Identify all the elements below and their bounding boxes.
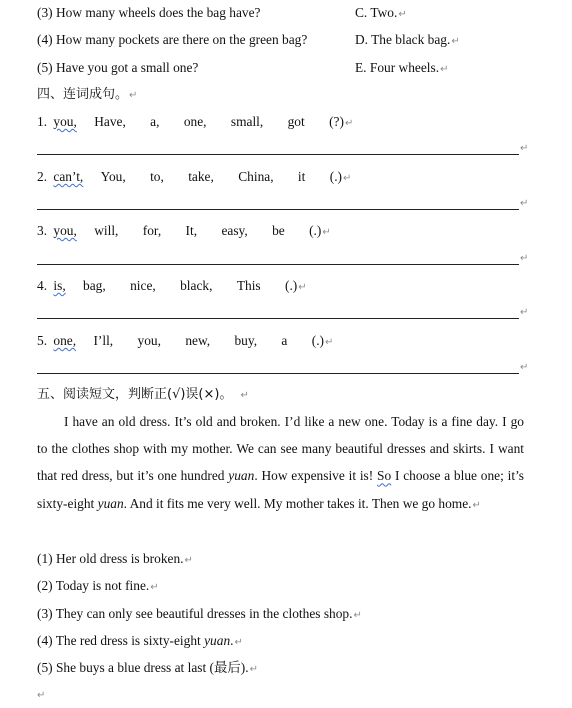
scramble-item-4: 4. is, bag, nice, black, This (.)↵	[37, 278, 307, 293]
scramble-item-1: 1. you, Have, a, one, small, got (?)↵	[37, 114, 354, 129]
scramble-item-5: 5. one, I’ll, you, new, buy, a (.)↵	[37, 333, 334, 348]
scramble-item-3: 3. you, will, for, It, easy, be (.)↵	[37, 223, 331, 238]
answer-c: C. Two.↵	[355, 5, 407, 20]
answer-line-5	[37, 373, 519, 374]
answer-line-2	[37, 209, 519, 210]
reading-passage: I have an old dress. It’s old and broken. I’d like a new one. Today is a fine day. I go to the clothes shop with my mother. We can see many beautiful dresses and skirts. I want that red dress, but it’s one hundred yuan. How expensive it is! So I choose a blue one; it’s sixty-eight yuan. And it fits me very well. My mother takes it. Then we go home.↵	[37, 414, 524, 511]
statement-3: (3) They can only see beautiful dresses in the clothes shop.↵	[37, 606, 362, 621]
question-3: (3) How many wheels does the bag have?	[37, 5, 261, 20]
section4-heading: 四、连词成句。↵	[37, 87, 138, 102]
answer-line-1	[37, 154, 519, 155]
answer-line-4	[37, 318, 519, 319]
statement-4: (4) The red dress is sixty-eight yuan.↵	[37, 633, 243, 648]
question-5: (5) Have you got a small one?	[37, 60, 199, 75]
answer-line-3	[37, 264, 519, 265]
question-4: (4) How many pockets are there on the green bag?	[37, 32, 308, 47]
trailing-return-mark: ↵	[37, 690, 46, 701]
statement-5: (5) She buys a blue dress at last (最后).↵	[37, 660, 258, 675]
statement-2: (2) Today is not fine.↵	[37, 578, 159, 593]
statement-1: (1) Her old dress is broken.↵	[37, 551, 193, 566]
return-mark: ↵	[520, 198, 529, 209]
answer-e: E. Four wheels.↵	[355, 60, 449, 75]
section5-heading: 五、阅读短文，判断正(√)误(×)。 ↵	[37, 387, 249, 402]
return-mark: ↵	[520, 253, 529, 264]
return-mark: ↵	[520, 307, 529, 318]
answer-d: D. The black bag.↵	[355, 32, 460, 47]
return-mark: ↵	[520, 362, 529, 373]
scramble-item-2: 2. can’t, You, to, take, China, it (.)↵	[37, 169, 352, 184]
return-mark: ↵	[520, 143, 529, 154]
